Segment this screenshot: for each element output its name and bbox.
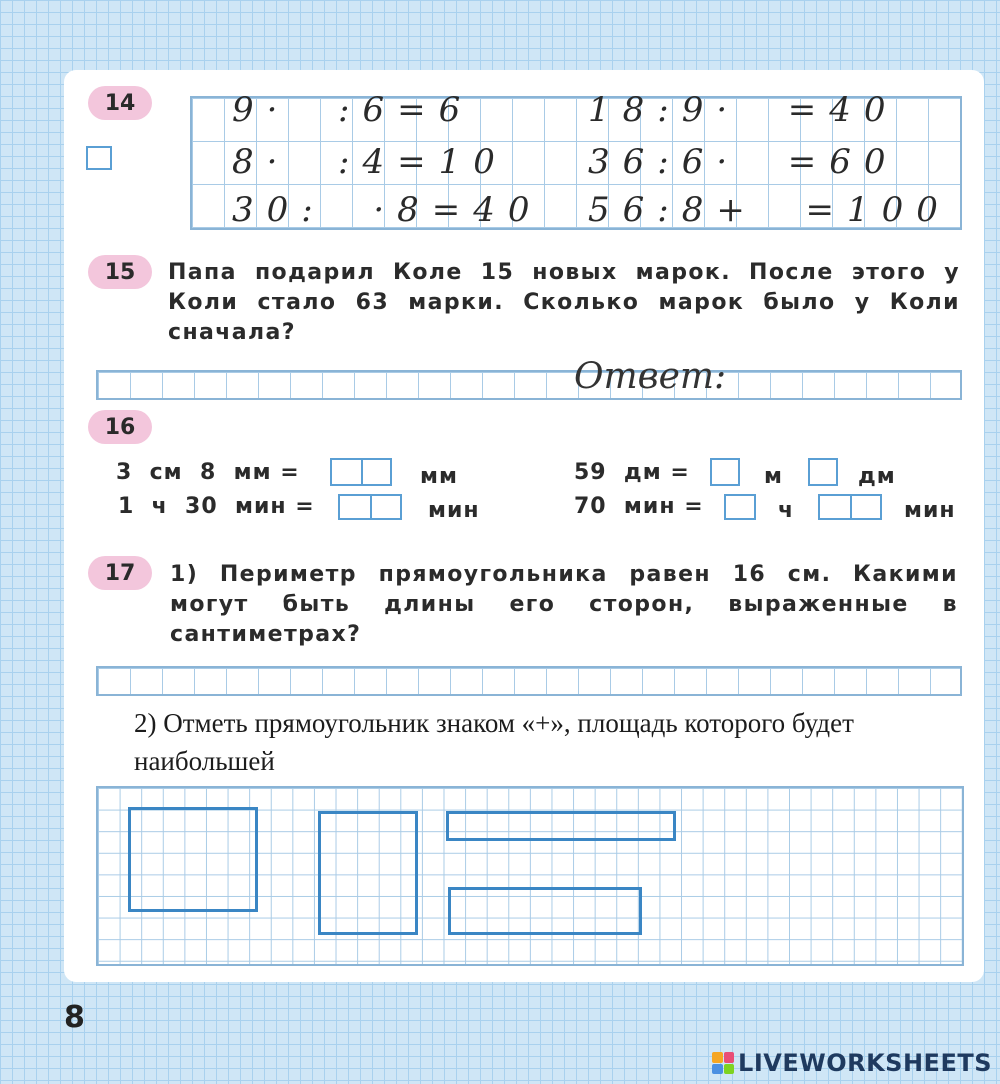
task14-row3-right: 56:8+ =100 xyxy=(588,190,951,230)
logo-icon xyxy=(712,1052,734,1074)
task14-row2-right: 36:6· =60 xyxy=(588,142,899,182)
rectangle-option-3[interactable] xyxy=(446,811,676,841)
liveworksheets-logo xyxy=(712,1048,992,1078)
task14-row3-left: 30: ·8=40 xyxy=(232,190,543,230)
unit-label: ч xyxy=(778,498,795,523)
answer-input-two-digit[interactable] xyxy=(818,494,882,520)
task-number: 14 xyxy=(104,90,136,116)
task-number: 16 xyxy=(104,414,136,440)
answer-input-one-digit[interactable] xyxy=(710,458,740,486)
answer-input-two-digit[interactable] xyxy=(330,458,392,486)
task-number-badge xyxy=(88,556,152,590)
answer-label: Ответ: xyxy=(574,356,727,397)
page-number: 8 xyxy=(64,1000,85,1035)
rectangle-option-4[interactable] xyxy=(448,887,642,935)
task16-row2-left-expr: 1 ч 30 мин = xyxy=(118,494,315,519)
task-number-badge xyxy=(88,410,152,444)
task16-row1-left-expr: 3 см 8 мм = xyxy=(116,460,300,485)
task-number-badge xyxy=(88,86,152,120)
logo-text: LIVEWORKSHEETS xyxy=(738,1049,992,1077)
answer-input-two-digit[interactable] xyxy=(338,494,402,520)
task16-row1-right-expr: 59 дм = xyxy=(574,460,690,485)
task14-row2-left: 8· :4=10 xyxy=(232,142,508,182)
unit-label: м xyxy=(764,464,783,489)
rectangle-option-1[interactable] xyxy=(128,807,258,912)
task15-answer-grid[interactable] xyxy=(96,370,962,400)
task-number: 17 xyxy=(104,560,136,586)
task17-part1-text: 1) Периметр прямоугольника равен 16 см. Какими могут быть длины его сторон, выраженные в сантиметрах? xyxy=(170,562,958,647)
rectangle-option-2[interactable] xyxy=(318,811,418,935)
unit-label: мм xyxy=(420,464,458,489)
task15-text: Папа подарил Коле 15 новых марок. После этого у Коли стало 63 марки. Сколько марок было у Коли сначала? xyxy=(168,260,960,345)
unit-label: мин xyxy=(904,498,956,523)
task-number-badge xyxy=(88,255,152,289)
check-box[interactable] xyxy=(86,146,112,170)
answer-input-one-digit[interactable] xyxy=(724,494,756,520)
task17-answer-grid[interactable] xyxy=(96,666,962,696)
unit-label: дм xyxy=(858,464,896,489)
unit-label: мин xyxy=(428,498,480,523)
task17-part2-text: 2) Отметь прямоугольник знаком «+», площадь которого будет наибольшей xyxy=(134,708,854,776)
task-number: 15 xyxy=(104,259,136,285)
task14-row1-left: 9· :6=6 xyxy=(232,90,474,130)
task14-row1-right: 18:9· =40 xyxy=(588,90,899,130)
task16-row2-right-expr: 70 мин = xyxy=(574,494,704,519)
answer-input-one-digit[interactable] xyxy=(808,458,838,486)
